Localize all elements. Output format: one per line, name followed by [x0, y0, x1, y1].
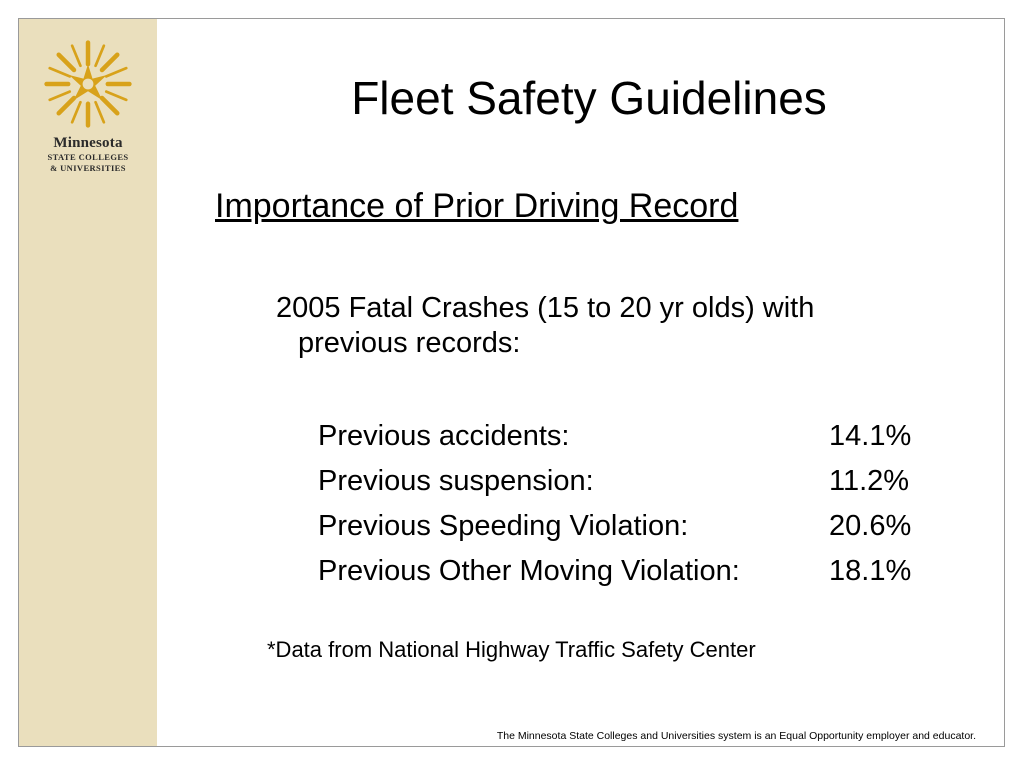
logo-line2: STATE COLLEGES [47, 152, 129, 162]
logo-line3: & UNIVERSITIES [50, 163, 126, 173]
stat-row [318, 551, 939, 596]
logo-ray [59, 98, 74, 113]
intro-line1: 2005 Fatal Crashes (15 to 20 yr olds) with [276, 292, 815, 324]
logo-ray [102, 55, 117, 70]
intro-text [276, 291, 956, 361]
slide [18, 18, 1005, 747]
source-note: *Data from National Highway Traffic Safety Center [267, 637, 756, 662]
footer-text: The Minnesota State Colleges and Universities system is an Equal Opportunity employer and educator. [496, 730, 976, 742]
stat-row [318, 416, 939, 461]
stat-row [318, 461, 939, 506]
logo-ray [50, 92, 70, 100]
stat-value: 20.6% [829, 510, 912, 542]
logo-ray [72, 102, 80, 122]
starburst-icon [43, 39, 133, 129]
stats-list [318, 416, 939, 596]
slide-subtitle: Importance of Prior Driving Record [215, 187, 739, 225]
logo-ray [50, 68, 70, 76]
intro-line2: previous records: [298, 327, 521, 359]
stat-label: Previous accidents: [318, 420, 570, 452]
stat-value: 18.1% [829, 555, 912, 587]
logo-ray [72, 46, 80, 66]
sidebar [19, 19, 157, 746]
stat-value: 14.1% [829, 420, 912, 452]
stat-label: Previous suspension: [318, 465, 594, 497]
logo-line1: Minnesota [53, 135, 123, 151]
logo-ray [96, 102, 104, 122]
slide-title: Fleet Safety Guidelines [351, 72, 827, 124]
logo-ray [106, 92, 126, 100]
stat-label: Previous Other Moving Violation: [318, 555, 740, 587]
logo-ray [96, 46, 104, 66]
stat-value: 11.2% [829, 465, 910, 497]
logo-ray [102, 98, 117, 113]
logo-ray [59, 55, 74, 70]
logo-wordmark [19, 135, 157, 174]
logo-ray [106, 68, 126, 76]
stat-label: Previous Speeding Violation: [318, 510, 689, 542]
stat-row [318, 506, 939, 551]
